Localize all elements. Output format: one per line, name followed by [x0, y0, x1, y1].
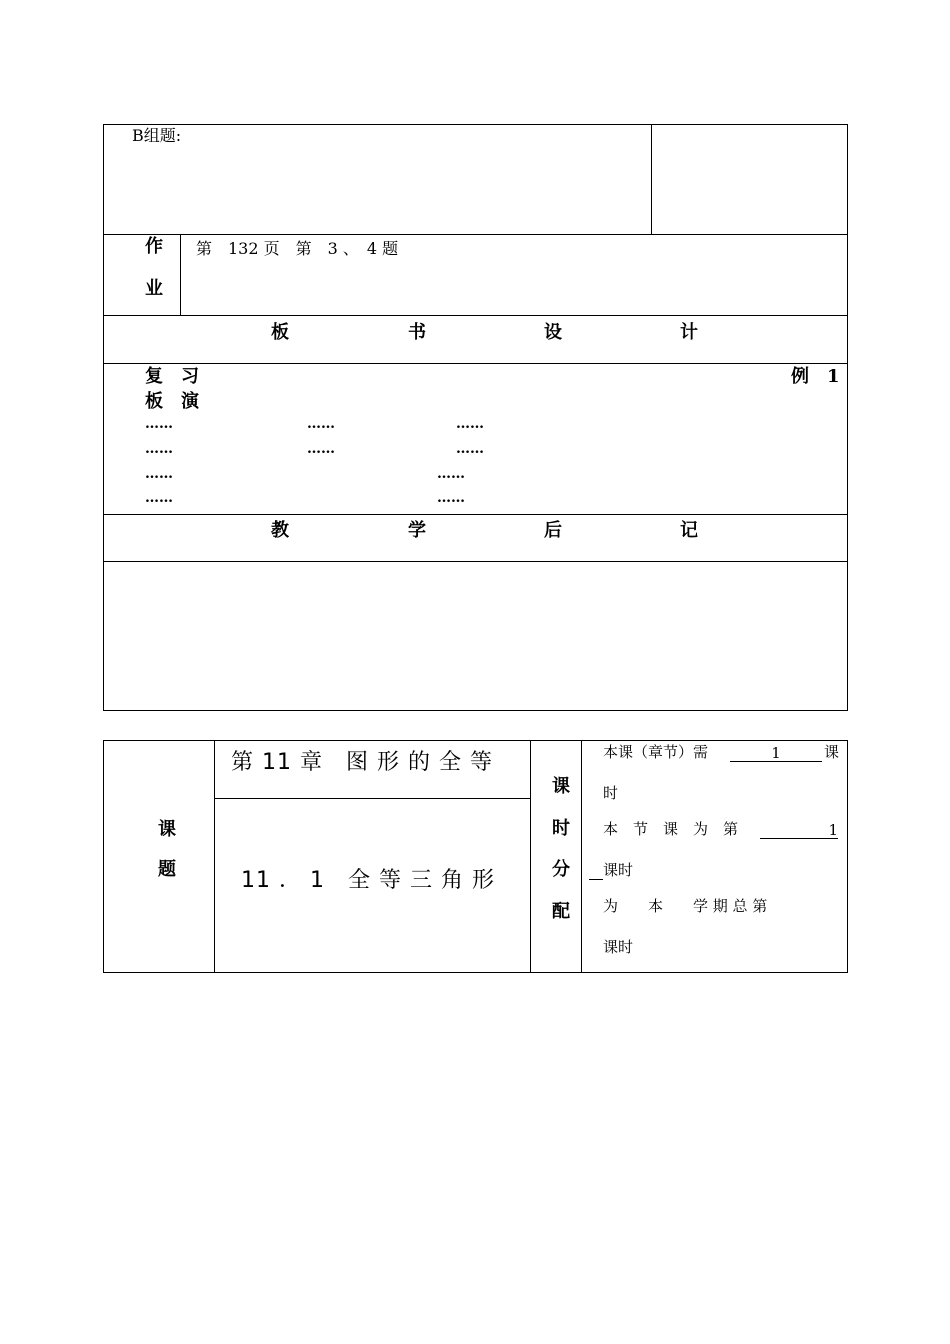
board-dots: ……	[145, 466, 173, 482]
review-label: 复 习	[145, 366, 199, 387]
table-border-right	[847, 740, 848, 973]
alloc-line3-value: 1	[760, 822, 838, 839]
topic-label: 课	[158, 819, 176, 840]
board-dots: ……	[145, 416, 173, 432]
alloc-label: 分	[552, 859, 570, 880]
alloc-line6: 课时	[603, 938, 634, 956]
board-design-heading: 书	[408, 322, 426, 343]
board-dots: ……	[437, 466, 465, 482]
homework-label: 业	[145, 278, 163, 299]
table-border-right	[847, 124, 848, 711]
board-design-heading: 计	[680, 322, 698, 343]
board-dots: ……	[456, 416, 484, 432]
board-dots: ……	[145, 490, 173, 506]
board-dots: ……	[437, 490, 465, 506]
homework-content: 第 132 页 第 3 、 4 题	[196, 239, 399, 258]
alloc-label: 课	[552, 776, 570, 797]
table-border-left	[103, 124, 104, 711]
alloc-line5: 为 本 学 期 总 第	[603, 897, 768, 915]
col-divider	[581, 740, 582, 973]
board-design-heading: 设	[544, 322, 562, 343]
topic-label: 题	[158, 859, 176, 880]
table-border-top	[103, 124, 848, 125]
chapter-title: 第 11 章 图 形 的 全 等	[231, 750, 493, 775]
alloc-line1-prefix: 本课（章节）需	[603, 743, 709, 761]
alloc-line1-value: 1	[730, 745, 822, 762]
alloc-line4: 课时	[603, 861, 634, 879]
alloc-label: 时	[552, 818, 570, 839]
section-title: 11 ． 1 全 等 三 角 形	[241, 868, 495, 893]
board-dots: ……	[307, 441, 335, 457]
board-dots: ……	[145, 441, 173, 457]
col-divider	[530, 740, 531, 973]
board-dots: ……	[456, 441, 484, 457]
board-dots: ……	[307, 416, 335, 432]
alloc-line4-underline	[589, 879, 603, 880]
row-divider	[103, 363, 848, 364]
col-divider	[214, 740, 215, 973]
teaching-notes-heading: 记	[680, 520, 698, 541]
alloc-line3-prefix: 本 节 课 为 第	[603, 820, 739, 838]
row-divider	[103, 514, 848, 515]
board-design-heading: 板	[271, 322, 289, 343]
col-divider	[651, 124, 652, 235]
board-show-label: 板 演	[145, 391, 199, 412]
teaching-notes-heading: 学	[408, 520, 426, 541]
col-divider	[180, 234, 181, 316]
alloc-line1-suffix: 课	[824, 743, 840, 761]
teaching-notes-heading: 后	[544, 520, 562, 541]
table-border-bottom	[103, 710, 848, 711]
row-divider	[103, 234, 848, 235]
alloc-label: 配	[552, 901, 570, 922]
row-divider	[214, 798, 530, 799]
b-group-label: B组题:	[132, 126, 182, 145]
row-divider	[103, 561, 848, 562]
alloc-line2: 时	[603, 784, 619, 802]
table-border-left	[103, 740, 104, 973]
row-divider	[103, 315, 848, 316]
teaching-notes-heading: 教	[271, 520, 289, 541]
homework-label: 作	[145, 236, 163, 257]
example-label: 例 1	[791, 366, 840, 387]
